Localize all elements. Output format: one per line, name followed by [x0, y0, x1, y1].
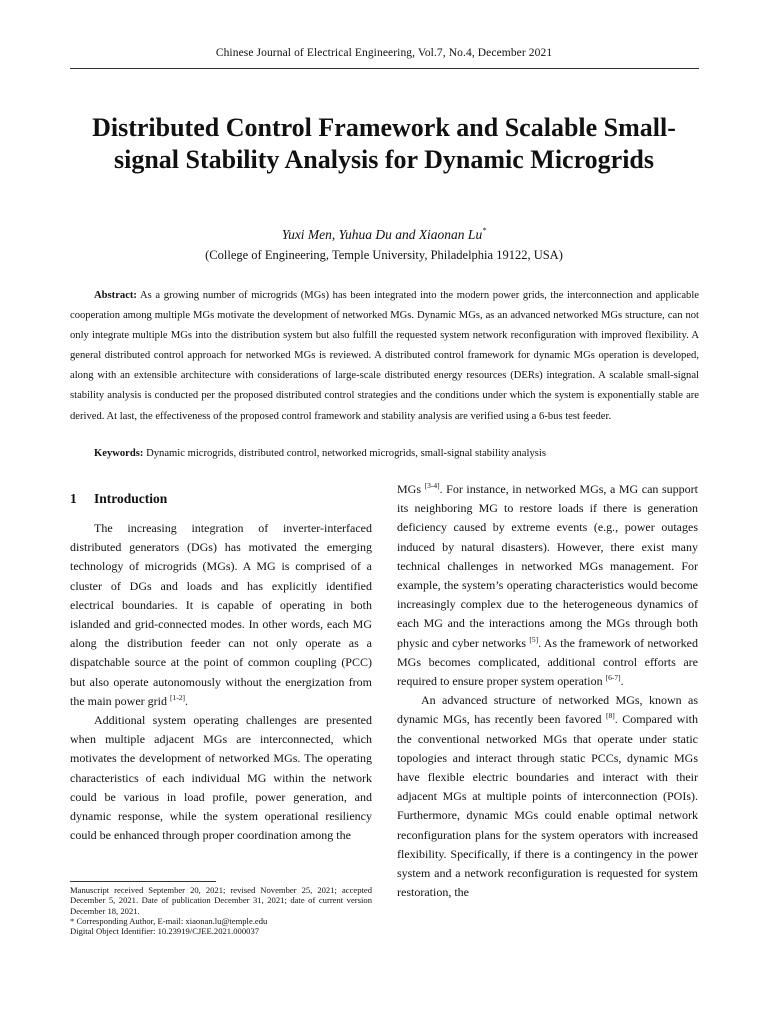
paragraph-3	[397, 480, 698, 691]
paragraph-end: .	[184, 693, 188, 708]
paragraph-text: An advanced structure of networked MGs, known as dynamic MGs, has recently been favored	[397, 693, 698, 727]
affiliation: (College of Engineering, Temple University, Philadelphia 19122, USA)	[205, 248, 563, 262]
footnote-corresponding: * Corresponding Author, E-mail: xiaonan.lu@temple.edu	[70, 915, 268, 926]
paragraph-text: . As the framework of networked MGs becomes complicated, additional control efforts are required to ensure proper system operation	[397, 635, 699, 689]
citation: [1-2]	[169, 692, 185, 702]
citation: [8]	[606, 711, 615, 721]
section-heading	[70, 489, 372, 508]
paragraph-end: .	[620, 674, 624, 689]
keywords-label: Keywords:	[94, 448, 144, 459]
abstract-text: As a growing number of microgrids (MGs) has been integrated into the modern power grids, the interconnection and applicable cooperation among multiple MGs motivate the development of networked MGs. Dynamic MGs, as an advanced networked MGs structure, can not only integrate multiple MGs into the distribution system but also fulfill the requested system network reconfiguration with improved flexibility. A general distributed control approach for networked MGs is reviewed. A distributed control framework for dynamic MGs operation is developed, along with an extensible architecture with considerations of large-scale distributed energy resources (DERs) integration. A scalable small-signal stability analysis is conducted per the proposed distributed control strategies and the conditions under which the system is exponentially stable are derived. At last, the effectiveness of the proposed control framework and stability analysis are verified using a 6-bus test feeder.	[70, 290, 699, 422]
keywords	[94, 446, 699, 462]
header-rule	[70, 68, 699, 69]
paragraph-text: Additional system operating challenges are presented when multiple adjacent MGs are interconnected, which motivates the development of networked MGs. The operating characteristics of each individual MG within the network could be various in load profile, power generation, and dynamic response, while the system operational resiliency could be enhanced through proper coordination among the	[70, 713, 372, 843]
paragraph-4	[397, 691, 698, 902]
authors: Yuxi Men, Yuhua Du and Xiaonan Lu	[281, 227, 483, 242]
abstract-label: Abstract:	[94, 290, 137, 301]
citation: [5]	[529, 634, 539, 644]
citation: [3-4]	[424, 481, 440, 490]
paragraph-text: . Compared with the conventional networked MGs that operate under static topologies and interact through static PCCs, dynamic MGs have flexible electric boundaries and interact with their adjacent MGs at multiple points of interconnection (POIs). Furthermore, dynamic MGs could enable optimal network reconfiguration plans for the system operators with increased flexibility. Specifically, if there is a contingency in the power system and a network reconfiguration is requested for system restoration, the	[397, 712, 698, 900]
citation: [6-7]	[605, 673, 621, 683]
footnotes	[70, 885, 372, 936]
footnote-rule	[70, 881, 216, 882]
section-title: Introduction	[94, 491, 168, 506]
paragraph-text: MGs	[397, 482, 422, 496]
paragraph-text: The increasing integration of inverter-interfaced distributed generators (DGs) has motivated the emerging technology of microgrids (MGs). A MG is comprised of a cluster of DGs and loads and has explicitly identified electrical boundaries. It is capable of operating in both islanded and grid-connected modes. In other words, each MG along the distribution feeder can not only operate as a dispatchable source at the point of common coupling (PCC) but also operate autonomously without the energization from the main power grid	[70, 521, 372, 708]
footnote-doi: Digital Object Identifier: 10.23919/CJEE.2021.000037	[70, 926, 260, 937]
author-line	[0, 226, 768, 243]
right-column	[397, 480, 698, 902]
paper-title: Distributed Control Framework and Scalable Small-signal Stability Analysis for Dynamic Microgrids	[92, 113, 676, 174]
paragraph-text: . For instance, in networked MGs, a MG can support its neighboring MG to restore loads if there is generation deficiency caused by extreme events (e.g., power outages induced by natural disasters). However, there exist many technical challenges in networked MGs management. For example, the system’s operating characteristics would become increasingly complex due to the heterogeneous dynamics of each MG and the interactions among the MGs through both physic and cyber networks	[397, 482, 699, 650]
footnote-received: Manuscript received September 20, 2021; revised November 25, 2021; accepted December 5, 2021. Date of publication December 31, 2021; date of current version December 18, 2021.	[70, 885, 372, 916]
journal-header: Chinese Journal of Electrical Engineering, Vol.7, No.4, December 2021	[215, 47, 553, 59]
paragraph-2	[70, 711, 372, 845]
keywords-text: Dynamic microgrids, distributed control, networked microgrids, small-signal stability analysis	[146, 448, 546, 459]
abstract	[70, 286, 699, 427]
paragraph-1	[70, 519, 372, 711]
section-number: 1	[70, 491, 77, 506]
corresponding-mark: *	[482, 226, 487, 235]
left-column	[70, 480, 372, 845]
